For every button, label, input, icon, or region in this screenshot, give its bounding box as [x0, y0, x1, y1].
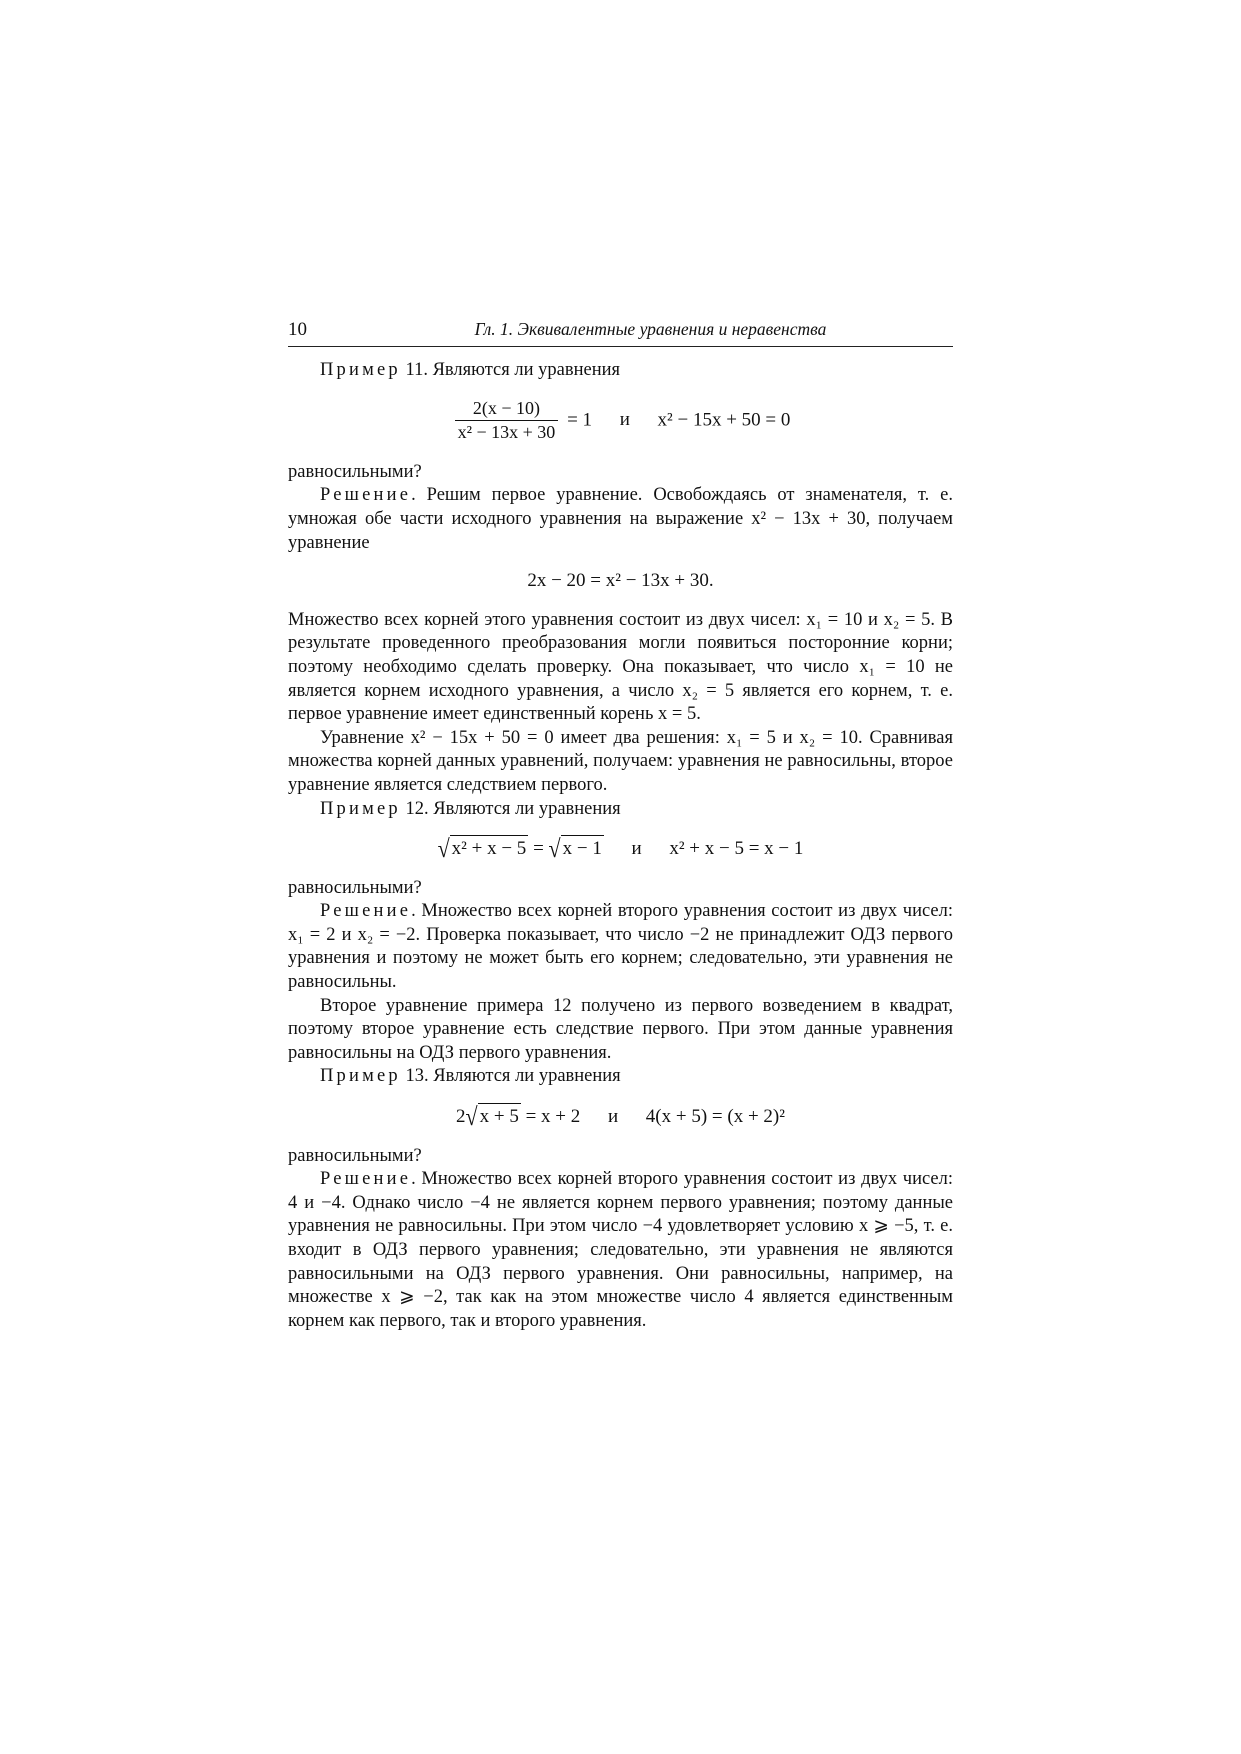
- example-13-radicand: x + 5: [478, 1103, 521, 1129]
- radical-sign-icon: √: [465, 1102, 478, 1131]
- example-12-solution-p1: [288, 900, 953, 994]
- example-12-solution-p1-text: . Множество всех корней второго уравнения состоит из двух чисел: x₁ = 2 и x₂ = −2. Проверка показывает, что число −2 не принадлежит ОДЗ первого уравнения и поэтому не может быть его корнем; следовательно, эти уравнения не равносильны.: [288, 901, 953, 993]
- example-12-equations: [288, 835, 953, 861]
- example-11-solution-p2: Множество всех корней этого уравнения состоит из двух чисел: x₁ = 10 и x₂ = 5. В результате проведенного преобразования могли появиться посторонние корни; поэтому необходимо сделать проверку. Она показывает, что число x₁ = 10 не является корнем исходного уравнения, а число x₂ = 5 является его корнем, т. е. первое уравнение имеет единственный корень x = 5.: [288, 609, 953, 725]
- example-11-denominator: x² − 13x + 30: [457, 422, 556, 443]
- example-11-solution-p3: Уравнение x² − 15x + 50 = 0 имеет два решения: x₁ = 5 и x₂ = 10. Сравнивая множества корней данных уравнений, получаем: уравнения не равносильны, второе уравнение является следствием первого.: [288, 727, 953, 795]
- example-11-label: Пример: [320, 360, 401, 380]
- example-13-eq2: 4(x + 5) = (x + 2)²: [645, 1106, 785, 1128]
- example-11-fraction: [455, 397, 559, 445]
- example-11-solution-p1-text: . Решим первое уравнение. Освобождаясь от знаменателя, т. е. умножая обе части исходного уравнения на выражение x² − 13x + 30, получаем уравнение: [288, 485, 953, 553]
- example-11-eq1-rhs: = 1: [567, 409, 593, 431]
- example-13-eq1-rhs: = x + 2: [525, 1106, 581, 1128]
- example-12-eq2: x² + x − 5 = x − 1: [669, 838, 804, 860]
- radical-sign-icon: √: [437, 834, 450, 863]
- example-11-solution-p1: [288, 484, 953, 555]
- example-11-intro-text: 11. Являются ли уравнения: [400, 360, 621, 380]
- example-13-equations: [288, 1103, 953, 1129]
- example-12-solution-p2: Второе уравнение примера 12 получено из первого возведением в квадрат, поэтому второе уравнение есть следствие первого. При этом данные уравнения равносильны на ОДЗ первого уравнения.: [288, 995, 953, 1063]
- example-13-question: равносильными?: [288, 1145, 422, 1166]
- example-12-equals: =: [533, 838, 544, 860]
- example-12-radicand-left: x² + x − 5: [450, 835, 529, 861]
- example-13-conjunction: и: [607, 1106, 619, 1128]
- book-page: [288, 318, 953, 1333]
- example-12-conjunction: и: [631, 838, 642, 860]
- example-13-solution-p1-text: . Множество всех корней второго уравнения состоит из двух чисел: 4 и −4. Однако число −4 не является корнем первого уравнения; поэтому данные уравнения не равносильны. При этом число −4 удовлетворяет условию x ⩾ −5, т. е. входит в ОДЗ первого уравнения; следовательно, эти уравнения не являются равносильными на ОДЗ первого уравнения. Они равносильны, например, на множестве x ⩾ −2, так как на этом множестве число 4 является единственным корнем как первого, так и второго уравнения.: [288, 1169, 953, 1331]
- example-13-label: Пример: [320, 1066, 401, 1087]
- example-12-sqrt-right: [549, 835, 604, 861]
- page-number: 10: [288, 319, 307, 340]
- example-13-sqrt: [466, 1103, 521, 1129]
- example-11-eq2: x² − 15x + 50 = 0: [657, 409, 791, 431]
- example-13-intro: [288, 1065, 953, 1089]
- example-12-label: Пример: [320, 798, 401, 819]
- example-11-equations: [288, 397, 953, 445]
- example-11-intro: [288, 359, 953, 383]
- example-13-solution-label: Решение: [320, 1169, 412, 1190]
- example-12-intro-text: 12. Являются ли уравнения: [400, 798, 621, 819]
- page-header: [288, 318, 953, 347]
- example-11-solution-label: Решение: [320, 485, 412, 506]
- example-11-question: равносильными?: [288, 461, 422, 482]
- example-12-radicand-right: x − 1: [561, 835, 604, 861]
- example-11-display-equation: 2x − 20 = x² − 13x + 30.: [527, 570, 714, 592]
- example-13-intro-text: 13. Являются ли уравнения: [400, 1066, 621, 1087]
- example-13-solution-p1: [288, 1168, 953, 1333]
- example-12-solution-label: Решение: [320, 901, 412, 922]
- example-11-conjunction: и: [619, 409, 630, 431]
- example-13-coefficient: 2: [456, 1106, 466, 1128]
- example-12-intro: [288, 798, 953, 822]
- radical-sign-icon: √: [548, 834, 561, 863]
- example-12-question: равносильными?: [288, 877, 422, 898]
- example-12-sqrt-left: [438, 835, 529, 861]
- example-11-numerator: 2(x − 10): [455, 397, 559, 422]
- running-head: Гл. 1. Эквивалентные уравнения и неравенства: [474, 319, 827, 339]
